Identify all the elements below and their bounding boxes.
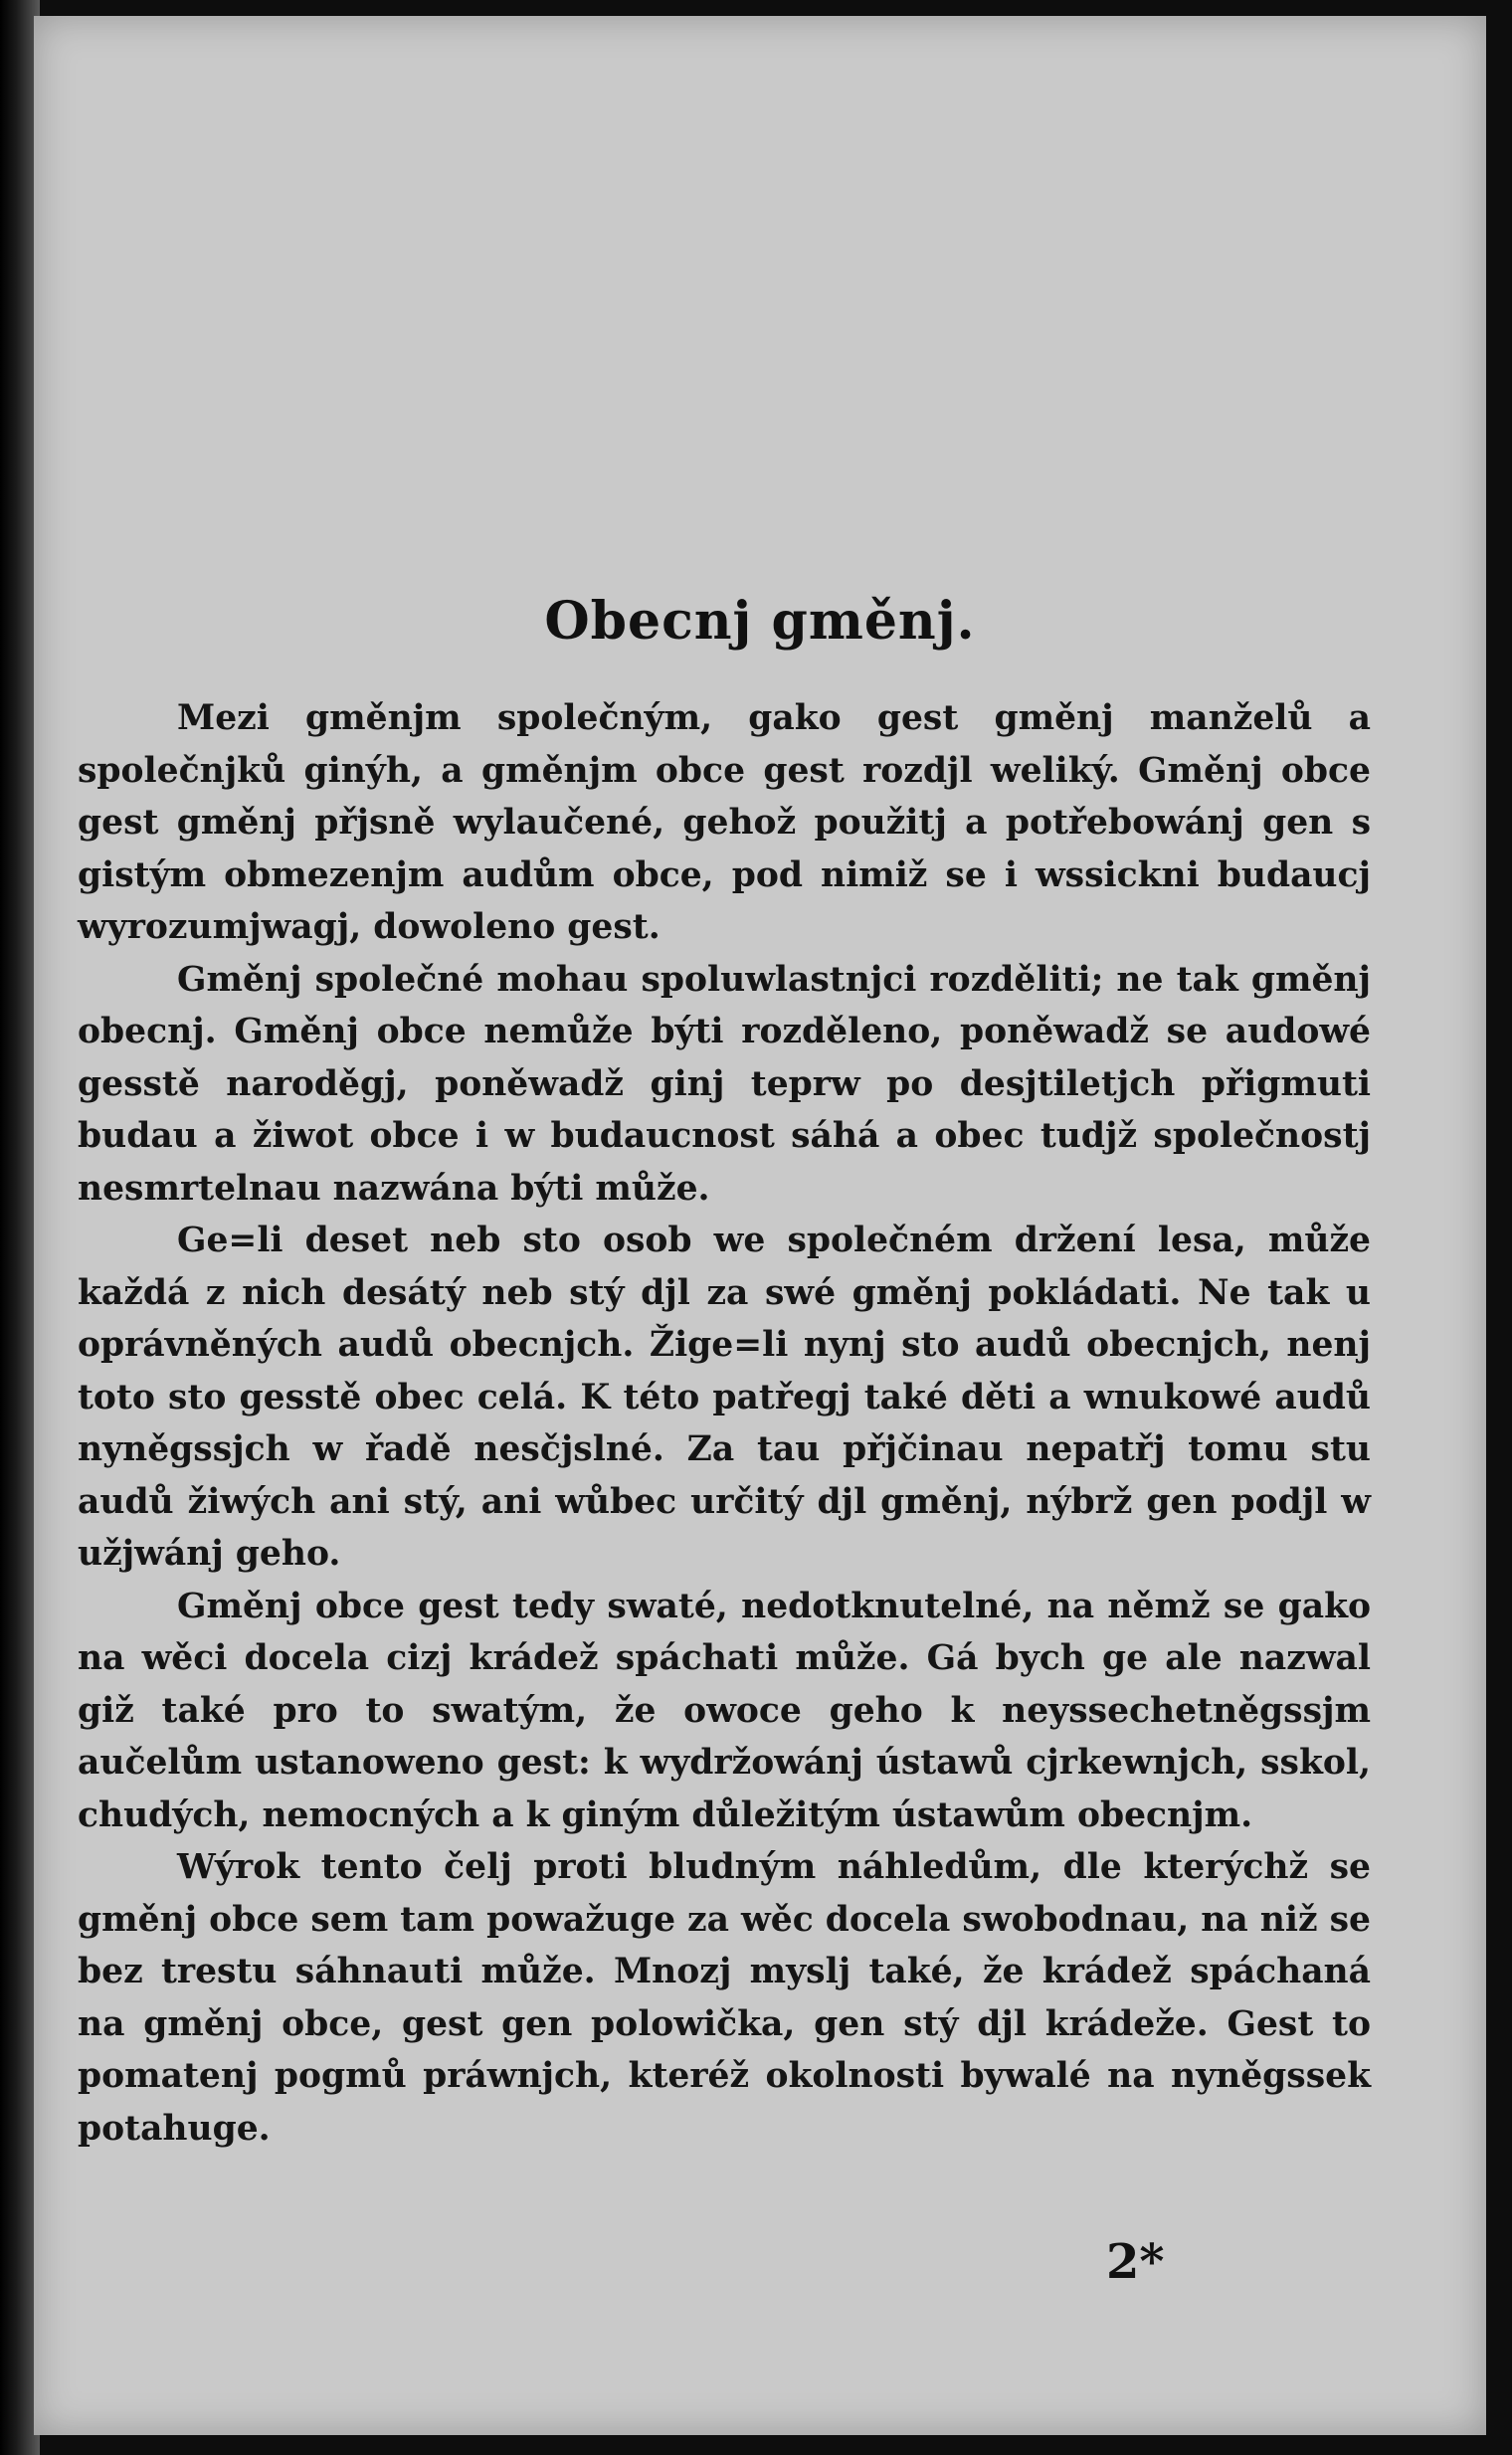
page-number: 2* (1106, 2234, 1165, 2290)
body-text (78, 692, 1371, 2155)
paragraph-4: Gměnj obce gest tedy swaté, nedotknutelné, na němž se gako na wěci docela cizj krádež spáchati může. Gá bych ge ale nazwal giž také pro to swatým, že owoce geho k neyssechetněgssjm aučelům ustanoweno gest: k wydržowánj ústawů cjrkewnjch, sskol, chudých, nemocných a k giným důležitým ústawům obecnjm. (78, 1586, 1371, 1835)
paragraph-5: Wýrok tento čelj proti bludným náhledům, dle kterýchž se gměnj obce sem tam powažuge za wěc docela swobodnau, na niž se bez trestu sáhnauti může. Mnozj myslj také, že krádež spáchaná na gměnj obce, gest gen polowička, gen stý djl krádeže. Gest to pomatenj pogmů práwnjch, kteréž okolnosti bywalé na nyněgssek potahuge. (78, 1847, 1371, 2149)
page-title: Obecnj gměnj. (544, 591, 976, 652)
paragraph-3: Ge=li deset neb sto osob we společném držení lesa, může každá z nich desátý neb stý djl za swé gměnj pokládati. Ne tak u oprávněných audů obecnjch. Žige=li nynj sto audů obecnjch, nenj toto sto gesstě obec celá. K této patřegj také děti a wnukowé audů nyněgssjch w řadě nesčjslné. Za tau přjčinau nepatřj tomu stu audů žiwých ani stý, ani wůbec určitý djl gměnj, nýbrž gen podjl w užjwánj geho. (78, 1221, 1371, 1574)
paragraph-1: Mezi gměnjm společným, gako gest gměnj manželů a společnjků ginýh, a gměnjm obce gest rozdjl weliký. Gměnj obce gest gměnj přjsně wylaučené, gehož použitj a potřebowánj gen s gistým obmezenjm audům obce, pod nimiž se i wssickni budaucj wyrozumjwagj, dowoleno gest. (78, 698, 1371, 947)
page-sheet (34, 16, 1486, 2435)
paragraph-2: Gměnj společné mohau spoluwlastnjci rozděliti; ne tak gměnj obecnj. Gměnj obce nemůže býti rozděleno, poněwadž se audowé gesstě naroděgj, poněwadž ginj teprw po desjtiletjch přigmuti budau a žiwot obce i w budaucnost sáhá a obec tudjž společnostj nesmrtelnau nazwána býti může. (78, 959, 1371, 1209)
